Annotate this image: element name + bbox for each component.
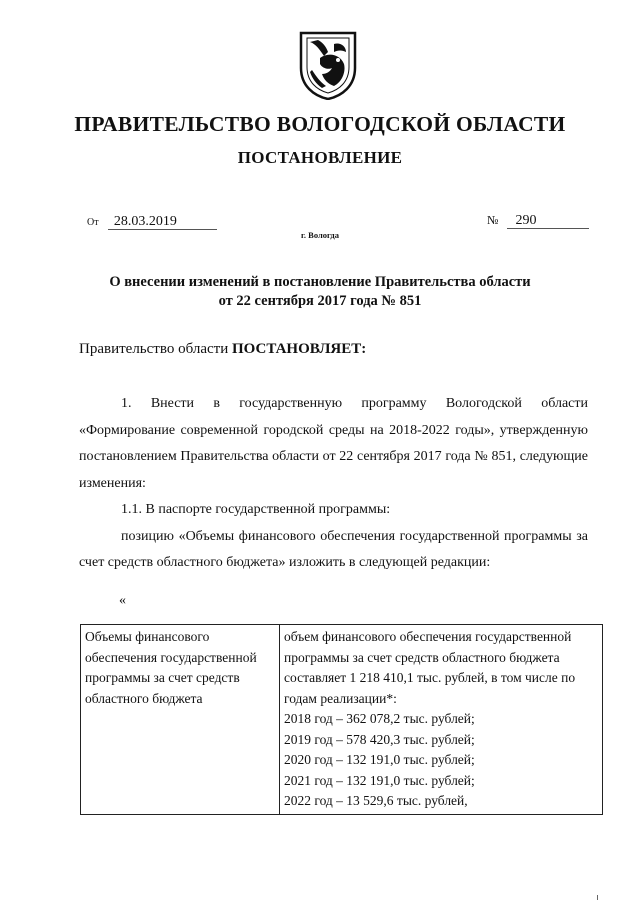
document-number-block [487, 213, 589, 229]
preamble-text: Правительство области [79, 341, 232, 357]
cell-line: обеспечения государственной [85, 649, 257, 665]
paragraph: 1. Внести в государственную программу Вологодской области «Формирование современной городской среды на 2018-2022 годы», утвержденную постановлением Правительства области от 22 сентября 2017 года № 851, следующие изменения: [79, 396, 588, 491]
preamble [79, 341, 366, 358]
year-amount: 2021 год – 132 191,0 тыс. рублей; [284, 772, 475, 788]
subject-line: О внесении изменений в постановление Правительства области [109, 274, 531, 290]
year-amount: 2020 год – 132 191,0 тыс. рублей; [284, 752, 475, 767]
year-amount: 2022 год – 13 529,6 тыс. рублей, [284, 793, 468, 808]
body-text [79, 391, 588, 577]
number-prefix: № [487, 213, 499, 227]
preamble-bold: ПОСТАНОВЛЯЕТ: [231, 341, 367, 357]
cell-line: программы за счет средств [85, 670, 240, 685]
city-label: г. Вологда [301, 230, 339, 240]
quote-mark: « [119, 593, 126, 608]
table-cell-label [81, 625, 280, 815]
year-amount: 2018 год – 362 078,2 тыс. рублей; [284, 711, 475, 726]
cell-line: составляет 1 218 410,1 тыс. рублей, в том числе по [284, 670, 576, 685]
date-prefix: От [87, 217, 99, 228]
document-number: 290 [507, 213, 589, 229]
cell-line: Объемы финансового [85, 629, 210, 644]
document-date-block [87, 213, 217, 230]
table-cell-value [280, 625, 603, 815]
cell-line: годам реализации*: [284, 690, 397, 706]
financing-table [80, 624, 603, 815]
subject-line: от 22 сентября 2017 года № 851 [218, 293, 422, 309]
year-amount: 2019 год – 578 420,3 тыс. рублей; [284, 731, 475, 747]
table-row [81, 625, 603, 815]
paragraph: позицию «Объемы финансового обеспечения государственной программы за счет средств областного бюджета» изложить в следующей редакции: [79, 528, 588, 570]
vologda-coat-of-arms-icon [298, 30, 358, 100]
cell-line: программы за счет средств областного бюджета [284, 649, 560, 665]
document-subject [0, 273, 640, 311]
cell-line: объем финансового обеспечения государственной [284, 629, 572, 644]
organization-title: ПРАВИТЕЛЬСТВО ВОЛОГОДСКОЙ ОБЛАСТИ [74, 112, 566, 136]
scan-artifact [597, 895, 598, 900]
cell-line: областного бюджета [85, 690, 203, 706]
document-date: 28.03.2019 [108, 214, 217, 230]
document-type: ПОСТАНОВЛЕНИЕ [237, 148, 403, 167]
paragraph: 1.1. В паспорте государственной программы: [121, 502, 391, 517]
